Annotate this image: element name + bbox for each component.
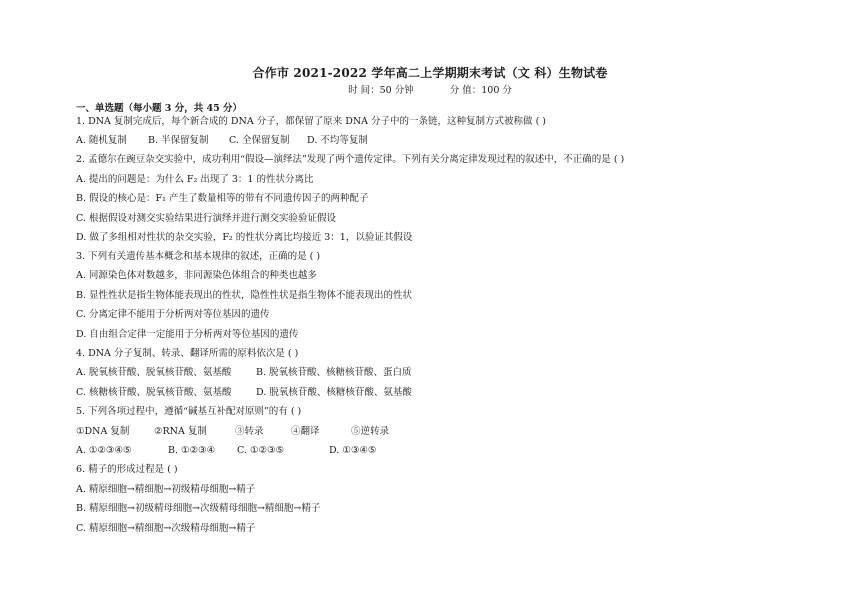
q4-options-cd [76, 387, 412, 399]
q2-option-c: C. 根据假设对测交实验结果进行演绎并进行测交实验验证假设 [76, 213, 336, 224]
q1-stem: 1. DNA 复制完成后，每个新合成的 DNA 分子，都保留了原来 DNA 分子中的一条链，这种复制方式被称做 ( ) [76, 116, 547, 127]
q4-option-c: C. 核糖核苷酸、脱氧核苷酸、氨基酸 [76, 387, 232, 398]
q1-option-d: D. 不均等复制 [307, 135, 368, 146]
q3-stem: 3. 下列有关遗传基本概念和基本规律的叙述，正确的是 ( ) [76, 251, 321, 262]
score-label: 分 值：100 分 [449, 85, 512, 96]
exam-title: 合作市 2021-2022 学年高二上学期期末考试（文 科）生物试卷 [252, 66, 608, 80]
q5-item-4: ④翻译 [291, 426, 320, 437]
q5-option-d: D. ①③④⑤ [329, 445, 377, 456]
q1-option-b: B. 半保留复制 [148, 135, 209, 146]
q3-option-d: D. 自由组合定律一定能用于分析两对等位基因的遗传 [76, 329, 299, 340]
q5-options [76, 445, 376, 457]
q4-stem: 4. DNA 分子复制、转录、翻译所需的原料依次是 ( ) [76, 348, 299, 359]
q1-option-c: C. 全保留复制 [229, 135, 290, 146]
q5-item-1: ①DNA 复制 [76, 426, 130, 437]
q4-options-ab [76, 367, 412, 379]
q1-options [76, 135, 368, 147]
q5-item-2: ②RNA 复制 [154, 426, 207, 437]
q3-option-a: A. 同源染色体对数越多，非同源染色体组合的种类也越多 [76, 270, 317, 281]
q1-option-a: A. 随机复制 [76, 135, 127, 146]
q2-option-a: A. 提出的问题是：为什么 F₂ 出现了 3：1 的性状分离比 [76, 174, 314, 185]
q5-item-3: ③转录 [235, 426, 264, 437]
exam-meta [0, 82, 860, 96]
q5-option-b: B. ①②③④ [168, 445, 216, 456]
q5-item-5: ⑤逆转录 [351, 426, 390, 437]
time-label: 时 间：50 分钟 [348, 85, 414, 96]
q4-option-a: A. 脱氧核苷酸、脱氧核苷酸、氨基酸 [76, 367, 232, 378]
q6-option-a: A. 精原细胞→精细胞→初级精母细胞→精子 [76, 484, 256, 495]
q5-stem: 5. 下列各项过程中，遵循“碱基互补配对原则”的有 ( ) [76, 406, 302, 417]
q2-option-b: B. 假设的核心是：F₁ 产生了数量相等的带有不同遗传因子的两种配子 [76, 193, 369, 204]
q3-option-c: C. 分离定律不能用于分析两对等位基因的遗传 [76, 309, 270, 320]
q2-option-d: D. 做了多组相对性状的杂交实验，F₂ 的性状分离比均接近 3：1，以验证其假设 [76, 232, 413, 243]
q3-option-b: B. 显性性状是指生物体能表现出的性状，隐性性状是指生物体不能表现出的性状 [76, 290, 413, 301]
q2-stem: 2. 孟德尔在豌豆杂交实验中，成功利用“假设—演绎法”发现了两个遗传定律。下列有关分离定律发现过程的叙述中，不正确的是 ( ) [76, 154, 625, 165]
q5-option-c: C. ①②③⑤ [237, 445, 285, 456]
q4-option-d: D. 脱氧核苷酸、核糖核苷酸、氨基酸 [256, 387, 412, 398]
section-heading: 一、单选题（每小题 3 分，共 45 分） [76, 103, 243, 114]
q5-option-a: A. ①②③④⑤ [76, 445, 132, 456]
q5-items [76, 426, 389, 438]
q6-option-b: B. 精原细胞→初级精母细胞→次级精母细胞→精细胞→精子 [76, 503, 321, 514]
q6-option-c: C. 精原细胞→精细胞→次级精母细胞→精子 [76, 523, 256, 534]
q4-option-b: B. 脱氧核苷酸、核糖核苷酸、蛋白质 [256, 367, 412, 378]
q6-stem: 6. 精子的形成过程是 ( ) [76, 464, 178, 475]
